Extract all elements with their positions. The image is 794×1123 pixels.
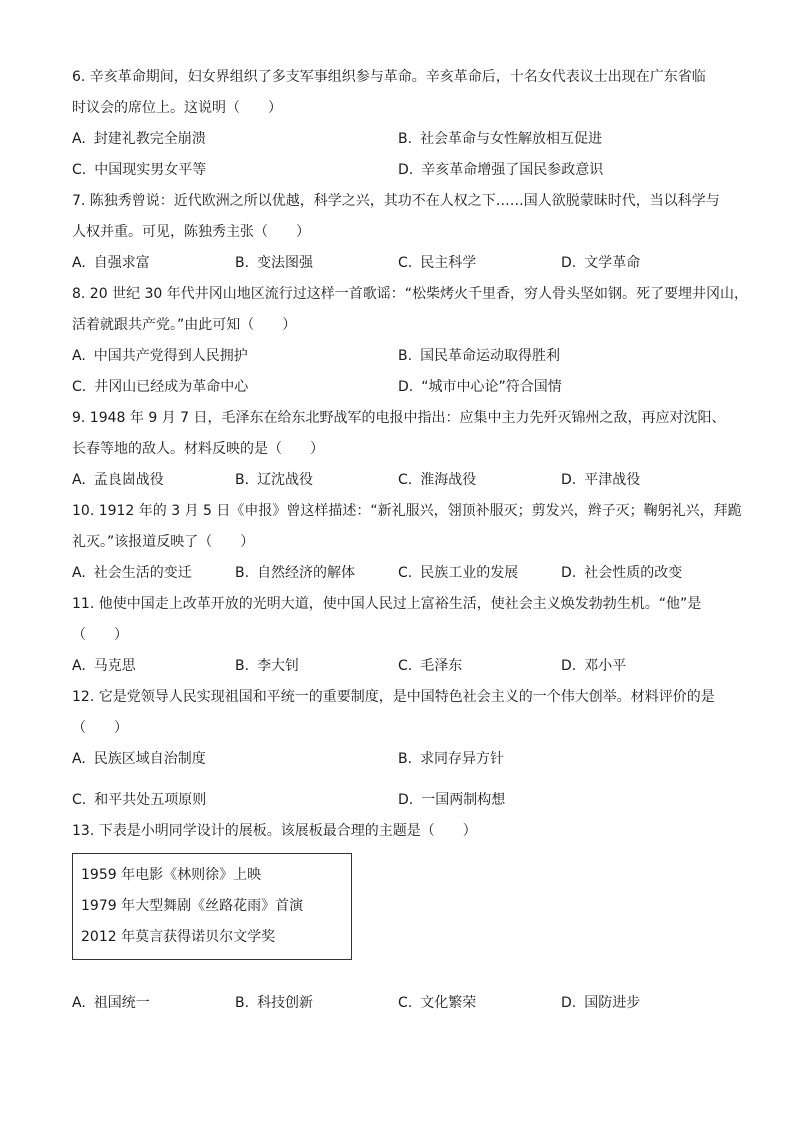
question-stem-line: 8. 20 世纪 30 年代井冈山地区流行过这样一首歌谣：“松柴烤火千里香，穷人骨头坚如钢。死了要埋井冈山， — [72, 286, 749, 302]
option-d[interactable]: D. 邓小平 — [561, 658, 627, 674]
question-stem-line: 9. 1948 年 9 月 7 日，毛泽东在给东北野战军的电报中指出：应集中主力先歼灭锦州之敌，再应对沈阳、 — [72, 410, 726, 426]
board-row: 2012 年莫言获得诺贝尔文学奖 — [81, 929, 276, 945]
question-11 — [72, 589, 724, 682]
option-b[interactable]: B. 李大钊 — [235, 658, 300, 674]
board-row: 1959 年电影《林则徐》上映 — [81, 867, 262, 883]
option-b[interactable]: B. 自然经济的解体 — [235, 565, 356, 581]
question-stem-line: 人权并重。可见，陈独秀主张（ ） — [72, 224, 310, 240]
option-c[interactable]: C. 中国现实男女平等 — [72, 162, 207, 178]
options-row — [72, 465, 724, 496]
options-row — [72, 744, 724, 775]
question-stem-line: 11. 他使中国走上改革开放的光明大道，使中国人民过上富裕生活，使社会主义焕发勃勃生机。“他”是 — [72, 596, 702, 612]
options-row — [72, 988, 724, 1019]
question-9 — [72, 403, 724, 496]
options-row — [72, 372, 724, 403]
question-stem-line: （ ） — [72, 627, 128, 643]
question-stem-line: 12. 它是党领导人民实现祖国和平统一的重要制度，是中国特色社会主义的一个伟大创举。材料评价的是 — [72, 689, 715, 705]
option-d[interactable]: D. 辛亥革命增强了国民参政意识 — [398, 162, 604, 178]
option-a[interactable]: A. 孟良崮战役 — [72, 472, 164, 488]
option-d[interactable]: D. 文学革命 — [561, 255, 641, 271]
question-7 — [72, 186, 724, 279]
spacer — [72, 775, 724, 785]
options-row — [72, 341, 724, 372]
spacer — [72, 960, 724, 988]
options-row — [72, 651, 724, 682]
option-a[interactable]: A. 社会生活的变迁 — [72, 565, 192, 581]
options-row — [72, 558, 724, 589]
question-stem-line: （ ） — [72, 720, 128, 736]
option-d[interactable]: D. 社会性质的改变 — [561, 565, 683, 581]
option-b[interactable]: B. 变法图强 — [235, 255, 314, 271]
option-a[interactable]: A. 祖国统一 — [72, 995, 150, 1011]
option-c[interactable]: C. 毛泽东 — [398, 658, 463, 674]
question-stem-line: 7. 陈独秀曾说：近代欧洲之所以优越，科学之兴，其功不在人权之下……国人欲脱蒙昧时代，当以科学与 — [72, 193, 720, 209]
option-c[interactable]: C. 井冈山已经成为革命中心 — [72, 379, 249, 395]
option-b[interactable]: B. 辽沈战役 — [235, 472, 314, 488]
option-a[interactable]: A. 中国共产党得到人民拥护 — [72, 348, 248, 364]
option-d[interactable]: D. “城市中心论”符合国情 — [398, 379, 562, 395]
question-stem-line: 长春等地的敌人。材料反映的是（ ） — [72, 441, 324, 457]
question-stem-line: 时议会的席位上。这说明（ ） — [72, 100, 282, 116]
options-row — [72, 155, 724, 186]
option-c[interactable]: C. 和平共处五项原则 — [72, 792, 207, 808]
question-stem-line: 13. 下表是小明同学设计的展板。该展板最合理的主题是（ ） — [72, 823, 477, 839]
option-c[interactable]: C. 淮海战役 — [398, 472, 477, 488]
options-row — [72, 785, 724, 816]
question-stem-line: 10. 1912 年的 3 月 5 日《申报》曾这样描述：“新礼服兴，翎顶补服灭；剪发兴，辫子灭；鞠躬礼兴，拜跪 — [72, 503, 742, 519]
option-c[interactable]: C. 文化繁荣 — [398, 995, 477, 1011]
question-13 — [72, 816, 724, 1019]
option-b[interactable]: B. 求同存异方针 — [398, 751, 505, 767]
option-b[interactable]: B. 国民革命运动取得胜利 — [398, 348, 561, 364]
option-a[interactable]: A. 封建礼教完全崩溃 — [72, 131, 206, 147]
option-d[interactable]: D. 平津战役 — [561, 472, 641, 488]
question-stem-line: 6. 辛亥革命期间，妇女界组织了多支军事组织参与革命。辛亥革命后，十名女代表议士出现在广东省临 — [72, 69, 706, 85]
option-b[interactable]: B. 社会革命与女性解放相互促进 — [398, 131, 603, 147]
question-10 — [72, 496, 742, 589]
options-row — [72, 248, 724, 279]
option-c[interactable]: C. 民族工业的发展 — [398, 565, 519, 581]
option-a[interactable]: A. 自强求富 — [72, 255, 150, 271]
option-c[interactable]: C. 民主科学 — [398, 255, 477, 271]
question-6 — [72, 62, 724, 186]
options-row — [72, 124, 724, 155]
question-stem-line: 礼灭。”该报道反映了（ ） — [72, 534, 255, 550]
option-a[interactable]: A. 民族区域自治制度 — [72, 751, 206, 767]
option-d[interactable]: D. 一国两制构想 — [398, 792, 506, 808]
option-b[interactable]: B. 科技创新 — [235, 995, 314, 1011]
option-d[interactable]: D. 国防进步 — [561, 995, 641, 1011]
exhibition-board — [72, 853, 352, 960]
question-8 — [72, 279, 749, 403]
option-a[interactable]: A. 马克思 — [72, 658, 136, 674]
exam-page — [72, 62, 749, 1019]
question-stem-line: 活着就跟共产党。”由此可知（ ） — [72, 317, 297, 333]
question-12 — [72, 682, 724, 816]
board-row: 1979 年大型舞剧《丝路花雨》首演 — [81, 898, 304, 914]
